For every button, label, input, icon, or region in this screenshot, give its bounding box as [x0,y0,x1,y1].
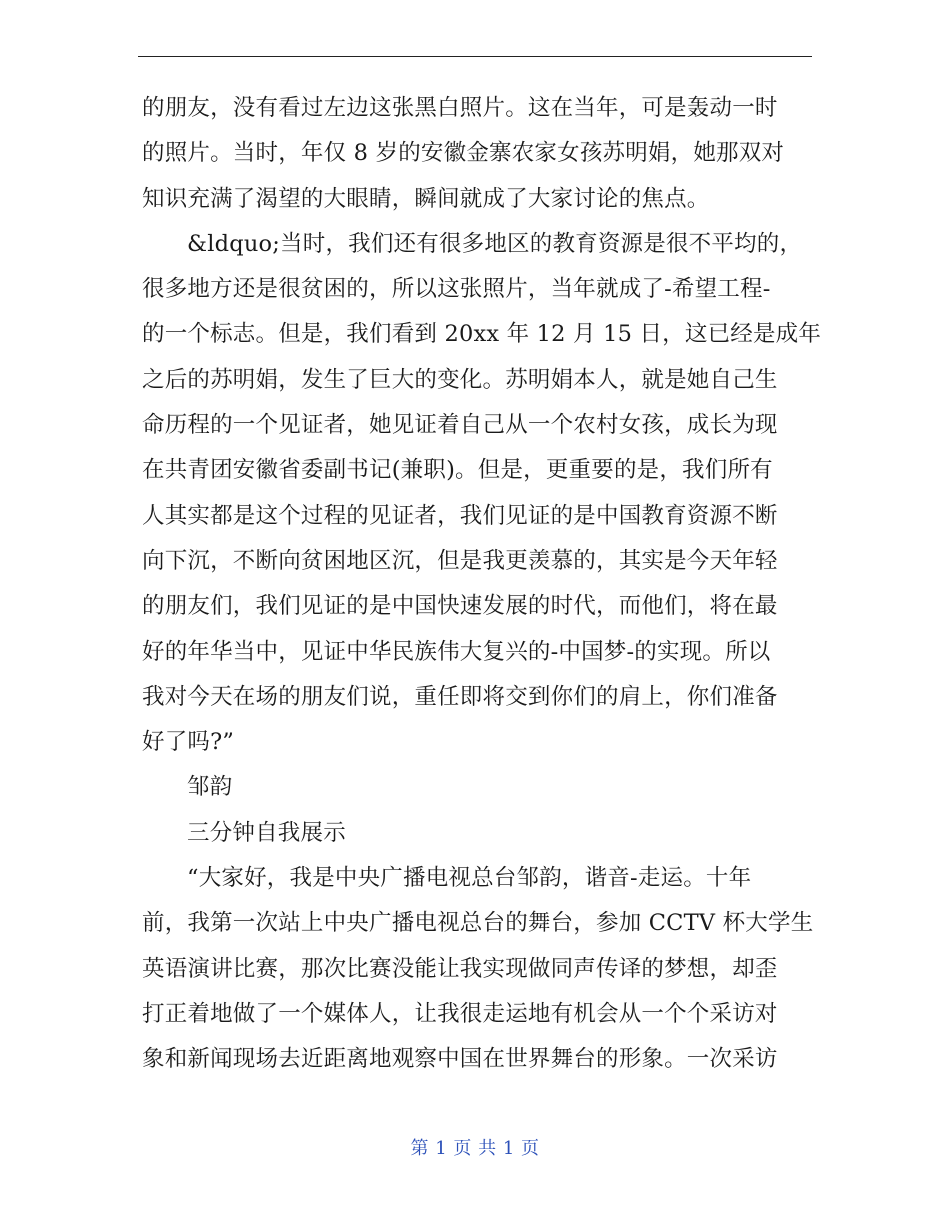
text-line: 命历程的一个见证者，她见证着自己从一个农村女孩，成长为现 [142,412,778,439]
text-line: 好的年华当中，见证中华民族伟大复兴的-中国梦-的实现。所以 [142,638,771,665]
text-line: 象和新闻现场去近距离地观察中国在世界舞台的形象。一次采访 [142,1046,778,1073]
text-line: 知识充满了渴望的大眼睛，瞬间就成了大家讨论的焦点。 [142,185,710,212]
text-line: 英语演讲比赛，那次比赛没能让我实现做同声传译的梦想，却歪 [142,955,778,982]
text-line: 的一个标志。但是，我们看到 20xx 年 12 月 15 日，这已经是成年 [142,321,822,348]
text-line: 人其实都是这个过程的见证者，我们见证的是中国教育资源不断 [142,502,778,529]
text-line: 邹韵 [187,774,233,801]
text-line: 之后的苏明娟，发生了巨大的变化。苏明娟本人，就是她自己生 [142,366,778,393]
text-line: 的朋友们，我们见证的是中国快速发展的时代，而他们，将在最 [142,593,778,620]
page-footer: 第 1 页 共 1 页 [410,1138,540,1159]
text-line: 的朋友，没有看过左边这张黑白照片。这在当年，可是轰动一时 [142,95,778,121]
document-body [142,86,822,1083]
text-line: 的照片。当时，年仅 8 岁的安徽金寨农家女孩苏明娟，她那双对 [142,140,785,167]
text-line: 在共青团安徽省委副书记(兼职)。但是，更重要的是，我们所有 [142,457,773,484]
text-line: 很多地方还是很贫困的，所以这张照片，当年就成了-希望工程- [142,276,771,303]
text-line: 前，我第一次站上中央广播电视总台的舞台，参加 CCTV 杯大学生 [142,910,814,937]
text-line: 向下沉，不断向贫困地区沉，但是我更羡慕的，其实是今天年轻 [142,547,778,574]
header-rule [138,56,812,57]
text-line: &ldquo;当时，我们还有很多地区的教育资源是很不平均的， [187,230,803,257]
text-line: 我对今天在场的朋友们说，重任即将交到你们的肩上，你们准备 [142,683,778,710]
text-line: 好了吗?” [142,729,235,756]
text-line: 打正着地做了一个媒体人，让我很走运地有机会从一个个采访对 [142,1000,778,1027]
text-line: “大家好，我是中央广播电视总台邹韵，谐音-走运。十年 [187,865,752,892]
text-line: 三分钟自我展示 [187,819,346,846]
